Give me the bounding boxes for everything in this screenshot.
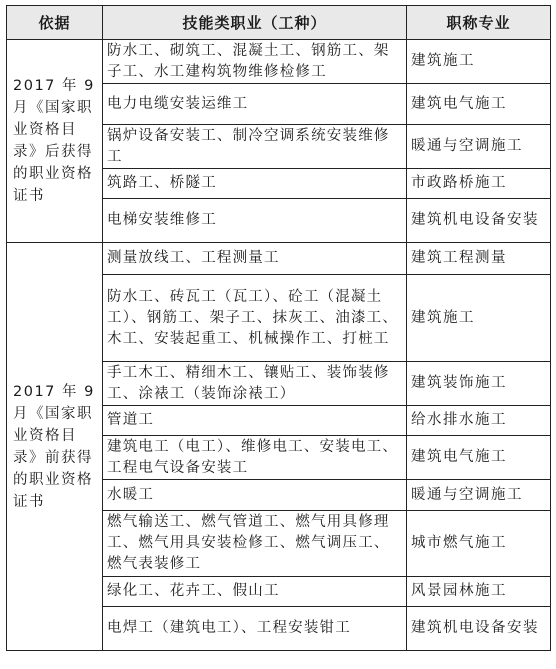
title-cell: 建筑机电设备安装 — [407, 199, 551, 243]
header-row — [7, 6, 551, 40]
title-cell: 暖通与空调施工 — [407, 125, 551, 169]
header-occupations: 技能类职业（工种） — [103, 6, 407, 40]
qualification-table-wrapper — [6, 5, 551, 651]
title-cell: 建筑施工 — [407, 275, 551, 362]
occupation-cell: 测量放线工、工程测量工 — [103, 243, 407, 275]
occupation-cell: 水暖工 — [103, 480, 407, 511]
title-cell: 建筑装饰施工 — [407, 362, 551, 406]
title-cell: 风景园林施工 — [407, 577, 551, 607]
occupation-cell: 电力电缆安装运维工 — [103, 84, 407, 125]
occupation-cell: 绿化工、花卉工、假山工 — [103, 577, 407, 607]
basis-cell-pre-2017: 2017 年 9 月《国家职业资格目录》前获得的职业资格证书 — [7, 243, 103, 651]
header-basis: 依据 — [7, 6, 103, 40]
occupation-cell: 电梯安装维修工 — [103, 199, 407, 243]
occupation-cell: 防水工、砖瓦工（瓦工）、砼工（混凝土工）、钢筋工、架子工、抹灰工、油漆工、木工、安装起重工、机械操作工、打桩工 — [103, 275, 407, 362]
title-cell: 建筑工程测量 — [407, 243, 551, 275]
title-cell: 城市燃气施工 — [407, 511, 551, 577]
qualification-table — [6, 5, 551, 651]
title-cell: 暖通与空调施工 — [407, 480, 551, 511]
occupation-cell: 管道工 — [103, 406, 407, 436]
title-cell: 建筑电气施工 — [407, 84, 551, 125]
title-cell: 建筑机电设备安装 — [407, 607, 551, 651]
occupation-cell: 电焊工（建筑电工）、工程安装钳工 — [103, 607, 407, 651]
title-cell: 给水排水施工 — [407, 406, 551, 436]
basis-cell-post-2017: 2017 年 9 月《国家职业资格目录》后获得的职业资格证书 — [7, 40, 103, 243]
occupation-cell: 燃气输送工、燃气管道工、燃气用具修理工、燃气用具安装检修工、燃气调压工、燃气表装修工 — [103, 511, 407, 577]
table-row — [7, 40, 551, 84]
occupation-cell: 锅炉设备安装工、制冷空调系统安装维修工 — [103, 125, 407, 169]
title-cell: 建筑施工 — [407, 40, 551, 84]
occupation-cell: 手工木工、精细木工、镶贴工、装饰装修工、涂裱工（装饰涂裱工） — [103, 362, 407, 406]
occupation-cell: 筑路工、桥隧工 — [103, 169, 407, 199]
header-title-specialty: 职称专业 — [407, 6, 551, 40]
occupation-cell: 建筑电工（电工）、维修电工、安装电工、工程电气设备安装工 — [103, 436, 407, 480]
table-row — [7, 243, 551, 275]
title-cell: 建筑电气施工 — [407, 436, 551, 480]
title-cell: 市政路桥施工 — [407, 169, 551, 199]
occupation-cell: 防水工、砌筑工、混凝土工、钢筋工、架子工、水工建构筑物维修检修工 — [103, 40, 407, 84]
